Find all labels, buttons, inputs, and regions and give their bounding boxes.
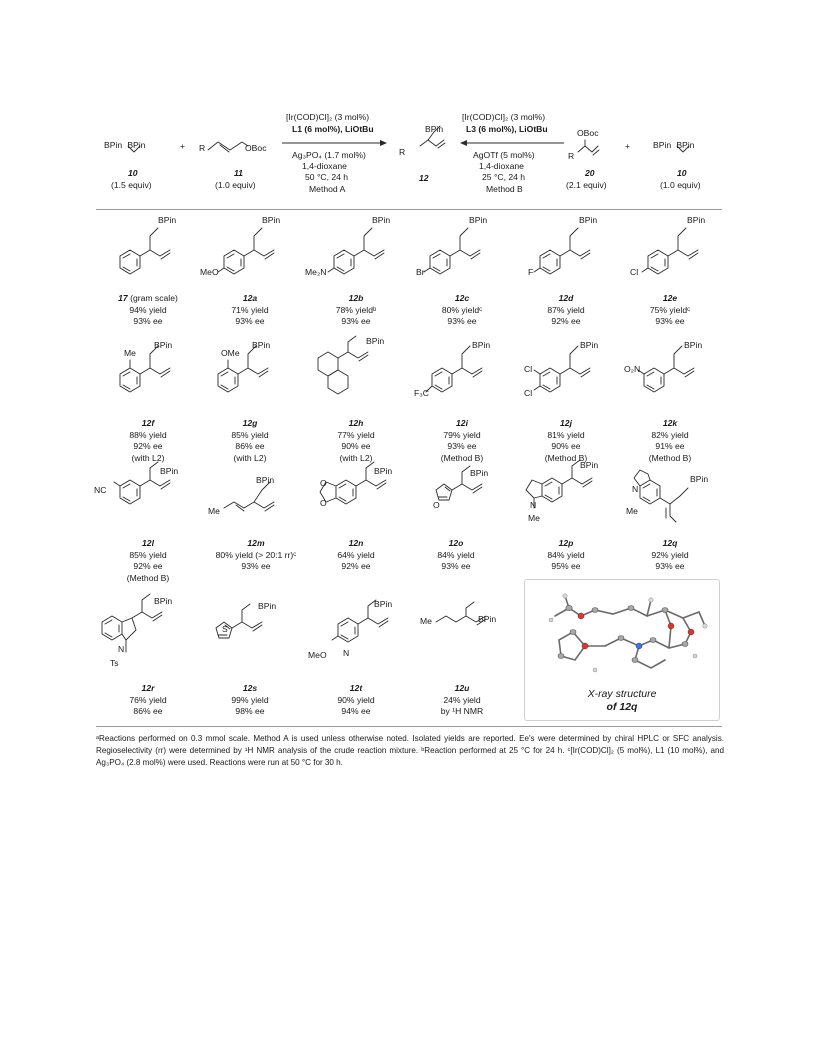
me2n-label-12b: Me₂N xyxy=(305,267,327,277)
entry-line: 87% yield xyxy=(547,304,585,315)
o-label-12o: O xyxy=(433,500,440,510)
branched-r-label: R xyxy=(568,151,575,161)
xray-structure-panel xyxy=(524,579,720,721)
entry-12d xyxy=(516,293,616,328)
bpin-label-12j: BPin xyxy=(580,340,599,350)
entry-id: 12i xyxy=(456,418,468,428)
method-b-ligand: L3 (6 mol%), LiOtBu xyxy=(466,124,548,134)
entry-line: 93% ee xyxy=(133,316,163,326)
bpin-label-12p: BPin xyxy=(580,460,599,470)
allyl-oboc-label: OBoc xyxy=(245,143,267,153)
entry-12q xyxy=(620,538,720,573)
xray-molecule-image xyxy=(535,586,711,686)
reagent-10-equiv-2: (1.0 equiv) xyxy=(660,180,701,190)
entry-12h xyxy=(306,418,406,464)
bpin-label-12f: BPin xyxy=(154,340,173,350)
entry-line: (with L2) xyxy=(233,452,267,463)
cl-label-12j-b: Cl xyxy=(524,388,533,398)
structure-12f xyxy=(100,336,200,406)
structure-12j xyxy=(518,336,618,406)
entry-id: 12m xyxy=(247,538,265,548)
method-b-label: Method B xyxy=(486,184,523,194)
nc-label-12l: NC xyxy=(94,485,107,495)
entry-id: 12f xyxy=(141,418,155,428)
entry-id: 12g xyxy=(242,418,258,428)
bpin-label-12k: BPin xyxy=(684,340,703,350)
reagent-10-equiv: (1.5 equiv) xyxy=(111,180,152,190)
entry-line: 85% yield xyxy=(231,429,269,440)
bpin-label-12m: BPin xyxy=(256,475,275,485)
entry-line: 92% ee xyxy=(133,561,163,571)
bpin-label-12g: BPin xyxy=(252,340,271,350)
entry-line: (Method B) xyxy=(126,572,170,583)
entry-line: 92% ee xyxy=(133,441,163,451)
scheme-divider xyxy=(96,209,722,210)
structure-12l xyxy=(100,464,200,534)
entry-line: 90% yield xyxy=(337,694,375,705)
entry-id: 12o xyxy=(448,538,464,548)
me-label-12q: Me xyxy=(626,506,638,516)
substrate-20-equiv: (2.1 equiv) xyxy=(566,180,607,190)
entry-12k xyxy=(620,418,720,464)
entry-line: 93% ee xyxy=(441,561,471,571)
meo-label-12t: MeO xyxy=(308,650,327,660)
entry-12m xyxy=(206,538,306,573)
entry-line: 92% yield xyxy=(651,549,689,560)
bpin-label-12b: BPin xyxy=(372,215,391,225)
entry-12l xyxy=(98,538,198,584)
entry-line: 93% ee xyxy=(241,561,271,571)
entry-12p xyxy=(516,538,616,573)
entry-line: 76% yield xyxy=(129,694,167,705)
entry-12r xyxy=(98,683,198,718)
me-label-12u: Me xyxy=(420,616,432,626)
entry-id: 12k xyxy=(662,418,678,428)
entry-id: 12q xyxy=(662,538,678,548)
me-label-12f: Me xyxy=(124,348,136,358)
entry-line: 64% yield xyxy=(337,549,375,560)
method-a-label: Method A xyxy=(309,184,346,194)
br-label-12c: Br xyxy=(416,267,425,277)
diboryl-reagent-label: BPin BPin xyxy=(104,140,146,150)
entry-line: (Method B) xyxy=(544,452,588,463)
entry-line: 84% yield xyxy=(547,549,585,560)
entry-12i xyxy=(412,418,512,464)
method-a-catalyst: [Ir(COD)Cl]₂ (3 mol%) xyxy=(286,112,370,122)
method-a-solvent: 1,4-dioxane xyxy=(302,161,347,171)
o-label-12n-b: O xyxy=(320,498,327,508)
entry-note: (gram scale) xyxy=(127,293,178,303)
entry-id: 12e xyxy=(662,293,678,303)
bpin-label-12n: BPin xyxy=(374,466,393,476)
entry-12s xyxy=(200,683,300,718)
entry-line: by ¹H NMR xyxy=(440,706,484,716)
entry-id: 12b xyxy=(348,293,364,303)
entry-id: 12h xyxy=(348,418,364,428)
method-b-arrow xyxy=(458,139,570,147)
ts-label-12r: Ts xyxy=(110,658,119,668)
n-label-12p: N xyxy=(530,500,537,510)
entry-id: 12n xyxy=(348,538,364,548)
structure-12e xyxy=(624,214,734,284)
allyl-r-label: R xyxy=(199,143,206,153)
structure-12o xyxy=(414,464,514,534)
entry-line: 82% yield xyxy=(651,429,689,440)
bpin-label-12c: BPin xyxy=(469,215,488,225)
bpin-label-12r: BPin xyxy=(154,596,173,606)
entry-line: 77% yield xyxy=(337,429,375,440)
entry-line: 78% yieldᵇ xyxy=(335,304,377,315)
entry-line: (with L2) xyxy=(131,452,165,463)
entry-line: 85% yield xyxy=(129,549,167,560)
entry-12j xyxy=(516,418,616,464)
entry-12t xyxy=(306,683,406,718)
entry-12e xyxy=(620,293,720,328)
method-b-solvent: 1,4-dioxane xyxy=(479,161,524,171)
method-b-temperature: 25 °C, 24 h xyxy=(482,172,526,182)
o2n-label-12k: O₂N xyxy=(624,364,641,374)
diboryl-bond xyxy=(126,146,146,154)
entry-id: 17 xyxy=(118,293,128,303)
bpin-label-12q: BPin xyxy=(690,474,709,484)
entry-12a xyxy=(200,293,300,328)
entry-line: 93% ee xyxy=(655,316,685,326)
diboryl-reagent-label-2: BPin BPin xyxy=(653,140,695,150)
entry-line: 93% ee xyxy=(655,561,685,571)
structure-12s xyxy=(200,594,300,664)
entry-line: 93% ee xyxy=(447,441,477,451)
branched-carbonate-structure xyxy=(570,138,610,162)
plus-sign-2: + xyxy=(625,141,631,151)
entry-line: 93% ee xyxy=(447,316,477,326)
entry-line: 90% ee xyxy=(341,441,371,451)
n-label-12r: N xyxy=(118,644,125,654)
cl-label-12e: Cl xyxy=(630,267,639,277)
n-label-12t: N xyxy=(343,648,350,658)
product-12-number: 12 xyxy=(419,173,429,183)
me-label-12p: Me xyxy=(528,513,540,523)
bpin-label-12t: BPin xyxy=(374,599,393,609)
bpin-label-12e: BPin xyxy=(687,215,706,225)
entry-line: 88% yield xyxy=(129,429,167,440)
entry-id: 12j xyxy=(560,418,572,428)
me-label-12m: Me xyxy=(208,506,220,516)
entry-id: 12r xyxy=(141,683,155,693)
table-footnote: ᵃReactions performed on 0.3 mmol scale. Method A is used unless otherwise noted. Isolated yields are reported. Ee's were determined by chiral HPLC or SFC analysis. Regioselectivity (rr) were determined by ¹H NMR analysis of the crude reaction mixture. ᵇReaction performed at 25 °C for 24 h. ᶜ[Ir(COD)Cl]₂ (5 mol%), L1 (10 mol%), and Ag₃PO₄ (2.8 mol%) were used. Reactions were run at 50 °C for 30 h. xyxy=(96,734,724,768)
product-12-bpin: BPin xyxy=(425,124,444,134)
entry-id: 12l xyxy=(142,538,154,548)
entry-id: 12u xyxy=(454,683,470,693)
entry-line: 98% ee xyxy=(235,706,265,716)
bpin-label-12h: BPin xyxy=(366,336,385,346)
method-a-temperature: 50 °C, 24 h xyxy=(305,172,349,182)
bpin-label-12s: BPin xyxy=(258,601,277,611)
entry-line: 24% yield xyxy=(443,694,481,705)
bpin-label-12o: BPin xyxy=(470,468,489,478)
entry-line: 71% yield xyxy=(231,304,269,315)
entry-12n xyxy=(306,538,406,573)
bpin-label-12a: BPin xyxy=(262,215,281,225)
entry-12f xyxy=(98,418,198,464)
diboryl-bond-2 xyxy=(675,146,695,154)
xray-caption-line2: of 12q xyxy=(606,701,638,713)
bpin-label-17: BPin xyxy=(158,215,177,225)
entry-id: 12a xyxy=(242,293,258,303)
bpin-label-12l: BPin xyxy=(160,466,179,476)
entry-id: 12d xyxy=(558,293,574,303)
entry-line: 75% yieldᶜ xyxy=(649,304,691,315)
entry-id: 12c xyxy=(454,293,470,303)
entry-line: 90% ee xyxy=(551,441,581,451)
meo-label-12a: MeO xyxy=(200,267,219,277)
o-label-12n-a: O xyxy=(320,478,327,488)
entry-line: 92% ee xyxy=(341,561,371,571)
footnote-divider xyxy=(96,726,722,727)
s-label-12s: S xyxy=(222,624,228,634)
structure-17 xyxy=(100,214,200,284)
method-b-catalyst: [Ir(COD)Cl]₂ (3 mol%) xyxy=(462,112,546,122)
entry-id: 12p xyxy=(558,538,574,548)
structure-12m xyxy=(214,474,294,524)
method-a-additive: Ag₃PO₄ (1.7 mol%) xyxy=(292,150,366,160)
plus-sign: + xyxy=(180,141,186,151)
entry-12u xyxy=(412,683,512,718)
entry-id: 12s xyxy=(242,683,258,693)
structure-12d xyxy=(518,214,628,284)
substrate-11-number: 11 xyxy=(234,168,243,178)
bpin-label-12u: BPin xyxy=(478,614,497,624)
entry-line: (with L2) xyxy=(339,452,373,463)
entry-12g xyxy=(200,418,300,464)
entry-line: (Method B) xyxy=(440,452,484,463)
entry-12b xyxy=(306,293,406,328)
entry-line: 86% ee xyxy=(235,441,265,451)
f-label-12d: F xyxy=(528,267,534,277)
f3c-label-12i: F₃C xyxy=(414,388,429,398)
entry-line: 80% yieldᶜ xyxy=(441,304,483,315)
bpin-label-12i: BPin xyxy=(472,340,491,350)
entry-id: 12t xyxy=(349,683,363,693)
entry-line: (Method B) xyxy=(648,452,692,463)
entry-17 xyxy=(98,293,198,328)
structure-12h xyxy=(306,336,406,406)
ome-label-12g: OMe xyxy=(221,348,240,358)
reagent-10-number-2: 10 xyxy=(677,168,687,178)
entry-line: 86% ee xyxy=(133,706,163,716)
entry-line: 93% ee xyxy=(341,316,371,326)
bpin-label-12d: BPin xyxy=(579,215,598,225)
method-a-ligand: L1 (6 mol%), LiOtBu xyxy=(292,124,374,134)
reagent-10-number: 10 xyxy=(128,168,138,178)
entry-line: 93% ee xyxy=(235,316,265,326)
entry-line: 95% ee xyxy=(551,561,581,571)
xray-caption-line1: X-ray structure xyxy=(587,688,657,700)
entry-line: 99% yield xyxy=(231,694,269,705)
entry-line: 84% yield xyxy=(437,549,475,560)
entry-line: 94% yield xyxy=(129,304,167,315)
substrate-20-number: 20 xyxy=(585,168,595,178)
entry-line: 94% ee xyxy=(341,706,371,716)
method-b-additive: AgOTf (5 mol%) xyxy=(473,150,535,160)
entry-line: 92% ee xyxy=(551,316,581,326)
entry-line: 80% yield (> 20:1 rr)ᶜ xyxy=(215,549,297,560)
xray-caption xyxy=(525,688,719,714)
entry-12o xyxy=(406,538,506,573)
branched-oboc-label: OBoc xyxy=(577,128,599,138)
cl-label-12j-a: Cl xyxy=(524,364,533,374)
structure-12q xyxy=(620,464,730,534)
entry-12c xyxy=(412,293,512,328)
entry-line: 79% yield xyxy=(443,429,481,440)
substrate-11-equiv: (1.0 equiv) xyxy=(215,180,256,190)
entry-line: 91% ee xyxy=(655,441,685,451)
method-a-arrow xyxy=(280,139,392,147)
entry-line: 81% yield xyxy=(547,429,585,440)
n-label-12q: N xyxy=(632,484,639,494)
structure-12u xyxy=(410,604,510,664)
product-12-r: R xyxy=(399,147,406,157)
